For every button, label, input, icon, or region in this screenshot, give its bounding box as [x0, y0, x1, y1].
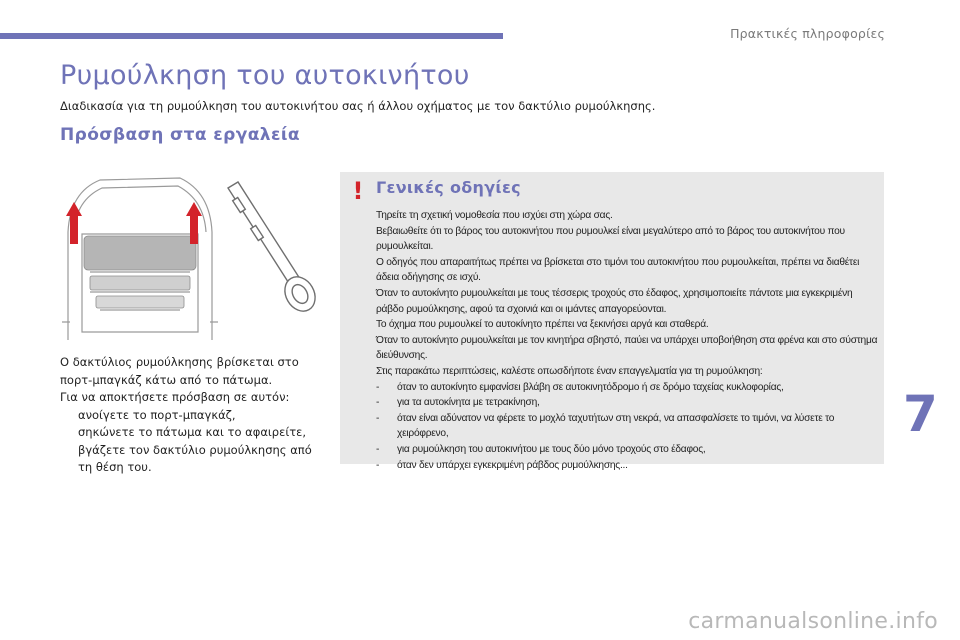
car-trunk-drawing — [60, 172, 322, 344]
warning-paragraph: Τηρείτε τη σχετική νομοθεσία που ισχύει στη χώρα σας. — [376, 210, 613, 221]
warning-title: Γενικές οδηγίες — [376, 178, 521, 197]
general-instructions-box — [340, 172, 884, 471]
warning-paragraph: Όταν το αυτοκίνητο ρυμουλκείται με τους τέσσερις τροχούς στο έδαφος, χρησιμοποιείτε πάντοτε μια εγκεκριμένη ράβδο ρυμούλκησης, αφού τα σχοινιά και οι ιμάντες απαγορεύονται. — [376, 287, 853, 315]
list-item: - όταν το αυτοκίνητο εμφανίσει βλάβη σε αυτοκινητόδρομο ή σε δρόμο ταχείας κυκλοφορίας, — [376, 381, 784, 393]
page-title: Ρυμούλκηση του αυτοκινήτου — [60, 60, 470, 91]
instruction-lead: Για να αποκτήσετε πρόσβαση σε αυτόν: — [60, 390, 290, 404]
section-heading: Πρόσβαση στα εργαλεία — [60, 125, 300, 145]
page-intro: Διαδικασία για τη ρυμούλκηση του αυτοκινήτου σας ή άλλου οχήματος με τον δακτύλιο ρυμούλκησης. — [60, 99, 656, 113]
warning-paragraph: Ο οδηγός που απαραιτήτως πρέπει να βρίσκεται στο τιμόνι του αυτοκινήτου που ρυμουλκείται, πρέπει να διαθέτει άδεια οδήγησης σε ισχύ. — [376, 256, 860, 284]
instruction-paragraph: Ο δακτύλιος ρυμούλκησης βρίσκεται στο πορτ-μπαγκάζ κάτω από το πάτωμα. — [60, 355, 299, 387]
list-item: ανοίγετε το πορτ-μπαγκάζ, — [78, 407, 236, 422]
list-item: - για ρυμούλκηση του αυτοκινήτου με τους δύο μόνο τροχούς στο έδαφος, — [376, 443, 706, 455]
trunk-illustration — [60, 172, 322, 344]
watermark: carmanualsonline.info — [688, 609, 938, 634]
warning-paragraph: Όταν το αυτοκίνητο ρυμουλκείται με τον κινητήρα σβηστό, παύει να υπάρχει υποβοήθηση στα φρένα και στο σύστημα διεύθυνσης. — [376, 334, 878, 362]
list-item: - για τα αυτοκίνητα με τετρακίνηση, — [376, 397, 540, 409]
header-accent-bar — [0, 33, 503, 39]
list-item: - όταν είναι αδύνατον να φέρετε το μοχλό ταχυτήτων στη νεκρά, να απασφαλίσετε το τιμόνι, να λύσετε το χειρόφρενο, — [376, 412, 835, 440]
warning-paragraph: Το όχημα που ρυμουλκεί το αυτοκίνητο πρέπει να ξεκινήσει αργά και σταθερά. — [376, 319, 709, 331]
list-item: - όταν δεν υπάρχει εγκεκριμένη ράβδος ρυμούλκησης... — [376, 459, 628, 471]
towing-cases-list — [376, 380, 880, 474]
section-label: Πρακτικές πληροφορίες — [730, 26, 885, 41]
chapter-number: 7 — [903, 385, 938, 443]
list-item: σηκώνετε το πάτωμα και το αφαιρείτε, — [78, 425, 307, 439]
warning-exclamation-icon: ! — [352, 177, 364, 205]
step-list — [60, 407, 325, 477]
warning-paragraph: Βεβαιωθείτε ότι το βάρος του αυτοκινήτου που ρυμουλκεί είναι μεγαλύτερο από το βάρος του αυτοκινήτου που ρυμουλκείται. — [376, 225, 845, 253]
list-item: βγάζετε τον δακτύλιο ρυμούλκησης από τη θέση του. — [78, 442, 312, 474]
warning-paragraph: Στις παρακάτω περιπτώσεις, καλέστε οπωσδήποτε έναν επαγγελματία για τη ρυμούλκηση: — [376, 365, 763, 377]
access-instructions — [60, 354, 325, 477]
warning-body — [376, 208, 880, 473]
